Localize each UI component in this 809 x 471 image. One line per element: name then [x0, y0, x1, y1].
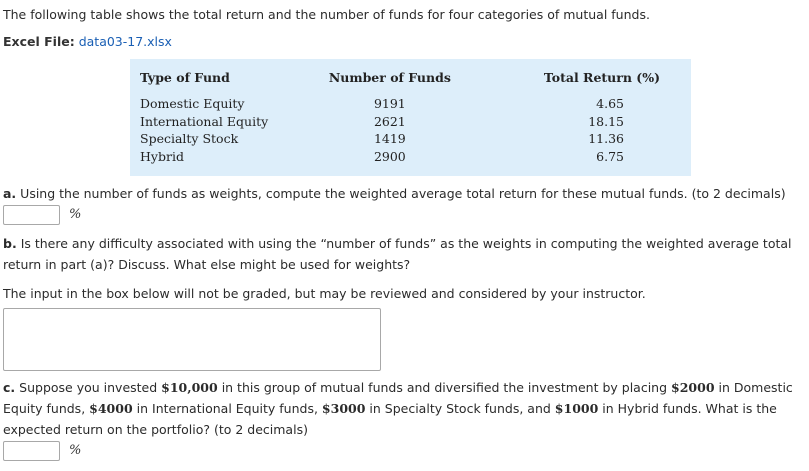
grading-note: The input in the box below will not be graded, but may be reviewed and considered by your instructor. [3, 286, 646, 301]
question-c-text-1: Suppose you invested [19, 380, 158, 395]
fund-count-cell: 9191 [373, 96, 406, 111]
question-c-letter: c. [3, 380, 16, 395]
question-c-text-3: in Domestic Equity funds, [3, 380, 793, 416]
fund-return-cell: 18.15 [588, 113, 624, 129]
answer-a-unit: % [69, 207, 82, 222]
fund-return-cell: 4.65 [596, 96, 624, 111]
question-c-text-5: in Specialty Stock funds, and [369, 401, 551, 416]
discussion-textarea[interactable] [3, 308, 381, 371]
table-row [140, 130, 680, 148]
amount-total: $10,000 [161, 380, 218, 395]
fund-type-cell: International Equity [140, 113, 269, 129]
answer-c-unit: % [69, 443, 82, 458]
question-c-text-2: in this group of mutual funds and diversified the investment by placing [221, 380, 668, 395]
amount-hybrid: $1000 [554, 401, 599, 416]
question-a-text: Using the number of funds as weights, compute the weighted average total return for these mutual funds. (to 2 decimals) [20, 186, 786, 201]
table-row [140, 113, 680, 131]
fund-return-cell: 6.75 [596, 148, 624, 164]
question-c [3, 377, 807, 440]
question-a-letter: a. [3, 186, 17, 201]
column-header-type: Type of Fund [140, 70, 230, 85]
table-header-row [140, 70, 680, 91]
fund-return-cell: 11.36 [588, 131, 624, 146]
answer-c-input[interactable] [3, 441, 60, 461]
excel-file-link[interactable]: data03-17.xlsx [78, 34, 172, 49]
excel-file-line [3, 34, 172, 49]
question-b [3, 233, 807, 275]
question-c-text-4: in International Equity funds, [136, 401, 318, 416]
fund-type-cell: Hybrid [140, 148, 184, 164]
column-header-return: Total Return (%) [543, 70, 660, 85]
fund-type-cell: Specialty Stock [140, 131, 239, 146]
question-b-letter: b. [3, 236, 17, 251]
fund-count-cell: 2621 [373, 113, 406, 129]
question-c-text-6: in Hybrid funds. What is the expected return on the portfolio? (to 2 decimals) [3, 401, 777, 437]
table-row [140, 148, 680, 166]
amount-international: $4000 [89, 401, 133, 416]
fund-count-cell: 2900 [373, 148, 406, 164]
amount-specialty: $3000 [321, 401, 366, 416]
question-b-text: Is there any difficulty associated with using the “number of funds” as the weights in computing the weighted average total return in part (a)? Discuss. What else might be used for weights? [3, 236, 792, 272]
fund-type-cell: Domestic Equity [140, 96, 245, 111]
question-a [3, 183, 786, 204]
column-header-number: Number of Funds [328, 70, 451, 85]
fund-count-cell: 1419 [373, 131, 406, 146]
answer-a-input[interactable] [3, 205, 60, 225]
intro-text: The following table shows the total return and the number of funds for four categories of mutual funds. [3, 7, 650, 22]
excel-file-label: Excel File: [3, 34, 75, 49]
fund-data-table [130, 59, 691, 176]
table-row [140, 91, 680, 113]
amount-domestic: $2000 [671, 380, 715, 395]
